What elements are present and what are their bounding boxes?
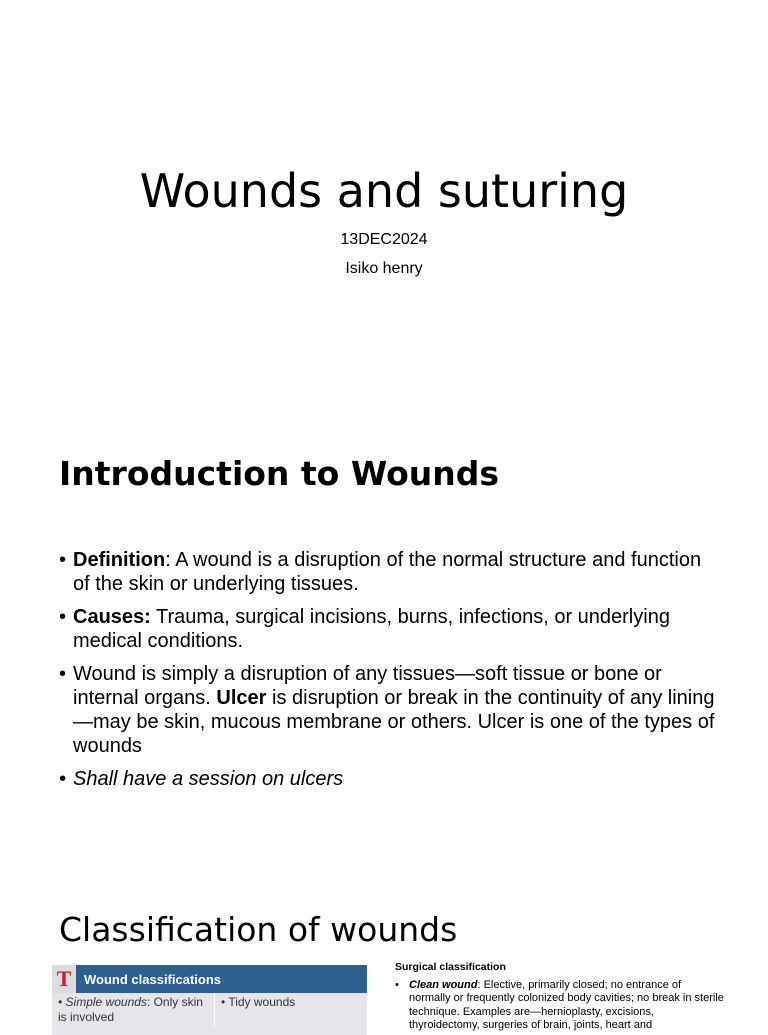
bullet-dot-icon: •: [59, 663, 67, 685]
bullet-pre-text: Wound is simply a disruption of any tissues—soft tissue or bone or internal organs.: [73, 663, 662, 709]
bullet-lead: Causes:: [73, 606, 151, 628]
bullet-text: is disruption or break in the continuity of any lining—may be skin, mucous membrane or others. Ulcer is one of the types of wounds: [73, 687, 715, 757]
intro-heading: Introduction to Wounds: [59, 454, 499, 493]
surgical-item-lead: Clean wound: [409, 978, 478, 991]
presentation-date: 13DEC2024: [340, 231, 428, 248]
table-cell: • Tidy wounds: [214, 993, 301, 1027]
bullet-text: Shall have a session on ulcers: [73, 768, 344, 790]
bullet-dot-icon: •: [59, 549, 67, 571]
classification-heading: Classification of wounds: [59, 910, 458, 949]
bullet-text: : A wound is a disruption of the normal structure and function of the skin or underlying tissues.: [73, 549, 702, 595]
wound-classification-header: [52, 965, 367, 993]
bullet-dot-icon: •: [59, 606, 67, 628]
bullet-lead: Definition: [73, 549, 166, 571]
intro-slide: [0, 430, 768, 880]
table-cell: • Simple wounds: Only skin is involved: [58, 995, 203, 1024]
bullet-ulcer-session: [59, 767, 719, 791]
bullet-lead: Ulcer: [216, 687, 267, 709]
table-marker-icon: T: [52, 965, 76, 993]
deck-title: Wounds and suturing: [139, 164, 629, 218]
bullet-wound-ulcer: [59, 662, 719, 758]
bullet-dot-icon: •: [395, 978, 399, 991]
bullet-text: Trauma, surgical incisions, burns, infections, or underlying medical conditions.: [73, 606, 670, 652]
bullet-causes: [59, 605, 719, 653]
surgical-classification: [395, 961, 725, 1033]
wound-classification-table: [52, 965, 367, 1035]
wound-classification-title: Wound classifications: [84, 971, 222, 987]
list-item: [395, 979, 725, 1033]
table-row: [52, 993, 367, 1027]
bullet-dot-icon: •: [59, 768, 67, 790]
bullet-definition: [59, 548, 719, 596]
presenter-name: Isiko henry: [345, 260, 423, 277]
title-slide: [0, 0, 768, 430]
surgical-classification-title: Surgical classification: [395, 961, 506, 973]
surgical-item-text: : Elective, primarily closed; no entrance of normally or frequently colonized body cavities; no break in sterile technique. Examples are—hernioplasty, excisions, thyroidectomy, surgeries of brain, joints, heart and: [409, 978, 724, 1031]
classification-slide: [0, 880, 768, 1031]
intro-bullet-list: [59, 548, 719, 800]
